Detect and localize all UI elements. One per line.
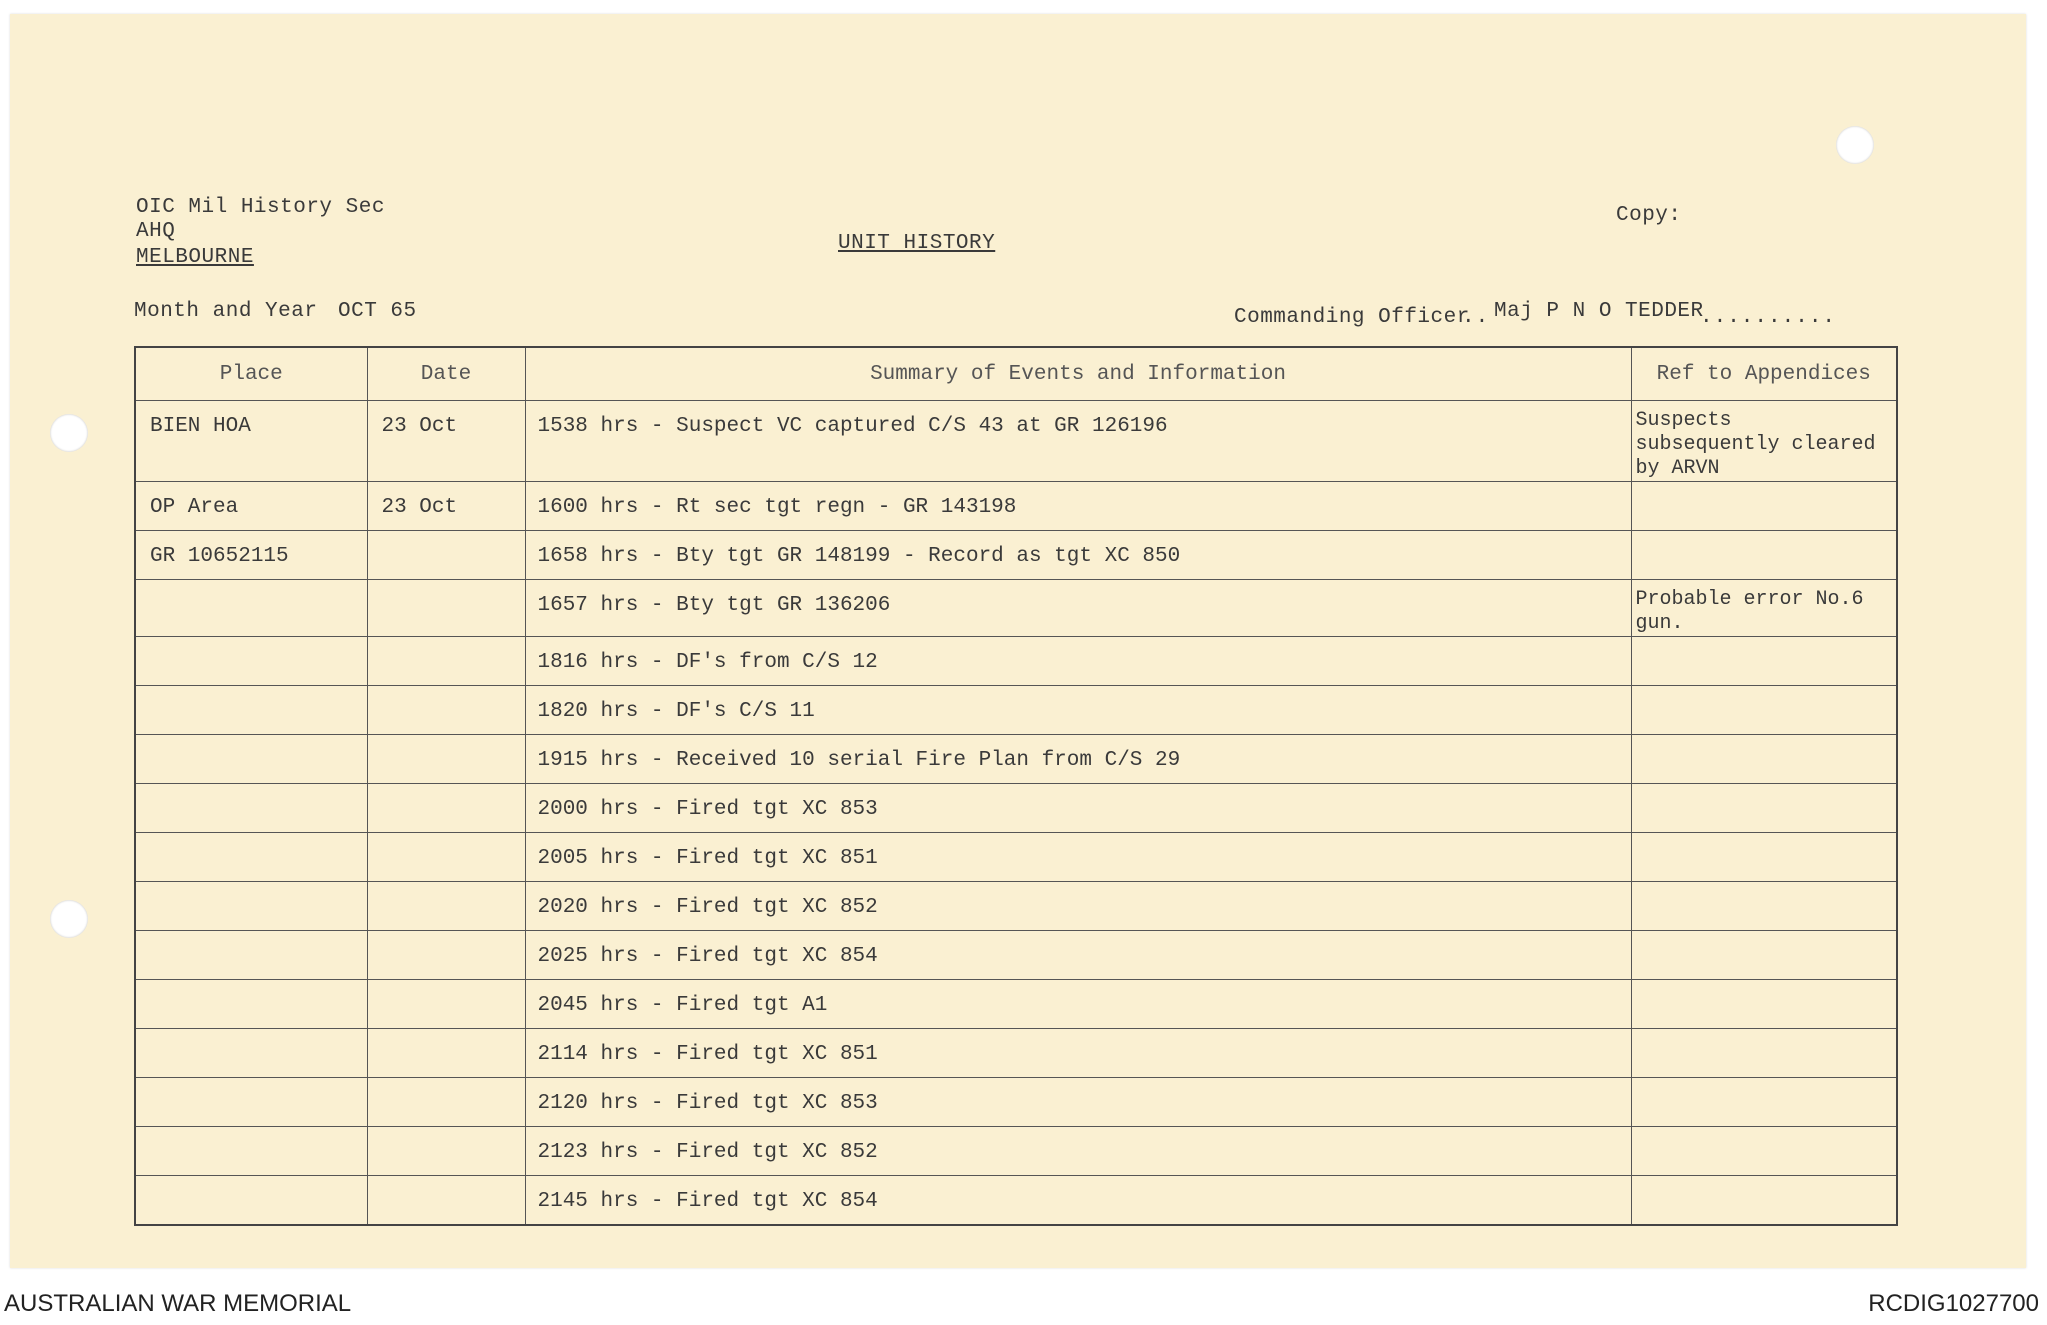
table-row	[135, 580, 1897, 637]
summary-cell: 2020 hrs - Fired tgt XC 852	[525, 882, 1631, 931]
summary-cell: 2120 hrs - Fired tgt XC 853	[525, 1078, 1631, 1127]
ref-cell	[1631, 882, 1897, 931]
date-cell	[367, 931, 525, 980]
summary-cell: 2005 hrs - Fired tgt XC 851	[525, 833, 1631, 882]
ref-cell: Suspects subsequently cleared by ARVN	[1631, 401, 1897, 482]
month-year-value: OCT 65	[338, 300, 417, 323]
commanding-officer-label: Commanding Officer	[1234, 306, 1470, 329]
ref-cell	[1631, 637, 1897, 686]
table-row	[135, 686, 1897, 735]
address-line: AHQ	[136, 220, 176, 243]
summary-cell: 2123 hrs - Fired tgt XC 852	[525, 1127, 1631, 1176]
place-cell: BIEN HOA	[135, 401, 367, 482]
date-cell	[367, 1029, 525, 1078]
table-row	[135, 401, 1897, 482]
date-cell	[367, 784, 525, 833]
place-cell	[135, 1127, 367, 1176]
summary-cell: 2045 hrs - Fired tgt A1	[525, 980, 1631, 1029]
unit-history-table	[134, 346, 1898, 1226]
date-cell	[367, 1078, 525, 1127]
date-cell	[367, 735, 525, 784]
ref-cell	[1631, 784, 1897, 833]
ref-cell	[1631, 531, 1897, 580]
summary-cell: 2114 hrs - Fired tgt XC 851	[525, 1029, 1631, 1078]
table-row	[135, 1029, 1897, 1078]
table-header-row	[135, 347, 1897, 401]
summary-cell: 2145 hrs - Fired tgt XC 854	[525, 1176, 1631, 1225]
summary-cell: 1820 hrs - DF's C/S 11	[525, 686, 1631, 735]
place-cell	[135, 833, 367, 882]
address-line: MELBOURNE	[136, 246, 254, 269]
table-row	[135, 482, 1897, 531]
place-cell	[135, 931, 367, 980]
place-cell	[135, 784, 367, 833]
ref-cell	[1631, 1176, 1897, 1225]
column-header-date: Date	[367, 347, 525, 401]
table-row	[135, 784, 1897, 833]
punch-hole	[50, 900, 88, 938]
place-cell	[135, 735, 367, 784]
ref-cell	[1631, 931, 1897, 980]
date-cell	[367, 686, 525, 735]
date-cell	[367, 833, 525, 882]
column-header-ref: Ref to Appendices	[1631, 347, 1897, 401]
date-cell	[367, 1176, 525, 1225]
dotted-leader: ..........	[1700, 306, 1837, 329]
place-cell	[135, 980, 367, 1029]
table-row	[135, 1127, 1897, 1176]
ref-cell	[1631, 1078, 1897, 1127]
summary-cell: 1657 hrs - Bty tgt GR 136206	[525, 580, 1631, 637]
table-row	[135, 931, 1897, 980]
date-cell: 23 Oct	[367, 482, 525, 531]
ref-cell	[1631, 686, 1897, 735]
table-row	[135, 531, 1897, 580]
summary-cell: 1538 hrs - Suspect VC captured C/S 43 at GR 126196	[525, 401, 1631, 482]
table-row	[135, 1176, 1897, 1225]
table-row	[135, 882, 1897, 931]
month-year-label: Month and Year	[134, 300, 318, 323]
address-line: OIC Mil History Sec	[136, 196, 385, 219]
place-cell	[135, 686, 367, 735]
summary-cell: 1816 hrs - DF's from C/S 12	[525, 637, 1631, 686]
place-cell	[135, 882, 367, 931]
place-cell: OP Area	[135, 482, 367, 531]
place-cell: GR 10652115	[135, 531, 367, 580]
summary-cell: 2000 hrs - Fired tgt XC 853	[525, 784, 1631, 833]
ref-cell	[1631, 833, 1897, 882]
ref-cell	[1631, 1127, 1897, 1176]
footer-record-id: RCDIG1027700	[1868, 1290, 2039, 1317]
date-cell	[367, 580, 525, 637]
summary-cell: 1658 hrs - Bty tgt GR 148199 - Record as tgt XC 850	[525, 531, 1631, 580]
date-cell	[367, 1127, 525, 1176]
dotted-leader: ..	[1462, 306, 1490, 329]
ref-cell	[1631, 735, 1897, 784]
place-cell	[135, 1078, 367, 1127]
date-cell	[367, 980, 525, 1029]
table-body	[135, 401, 1897, 1225]
place-cell	[135, 580, 367, 637]
date-cell	[367, 882, 525, 931]
summary-cell: 2025 hrs - Fired tgt XC 854	[525, 931, 1631, 980]
place-cell	[135, 1029, 367, 1078]
place-cell	[135, 1176, 367, 1225]
footer-archive-name: AUSTRALIAN WAR MEMORIAL	[4, 1290, 352, 1317]
summary-cell: 1600 hrs - Rt sec tgt regn - GR 143198	[525, 482, 1631, 531]
commanding-officer-value: Maj P N O TEDDER	[1494, 300, 1704, 323]
column-header-place: Place	[135, 347, 367, 401]
punch-hole	[1836, 126, 1874, 164]
table-row	[135, 980, 1897, 1029]
ref-cell	[1631, 1029, 1897, 1078]
copy-label: Copy:	[1616, 204, 1682, 227]
date-cell	[367, 637, 525, 686]
ref-cell	[1631, 482, 1897, 531]
table-row	[135, 637, 1897, 686]
table-row	[135, 1078, 1897, 1127]
place-cell	[135, 637, 367, 686]
ref-cell: Probable error No.6 gun.	[1631, 580, 1897, 637]
table-row	[135, 735, 1897, 784]
date-cell	[367, 531, 525, 580]
summary-cell: 1915 hrs - Received 10 serial Fire Plan from C/S 29	[525, 735, 1631, 784]
document-title: UNIT HISTORY	[838, 232, 996, 255]
ref-cell	[1631, 980, 1897, 1029]
column-header-summary: Summary of Events and Information	[525, 347, 1631, 401]
table-row	[135, 833, 1897, 882]
punch-hole	[50, 414, 88, 452]
date-cell: 23 Oct	[367, 401, 525, 482]
